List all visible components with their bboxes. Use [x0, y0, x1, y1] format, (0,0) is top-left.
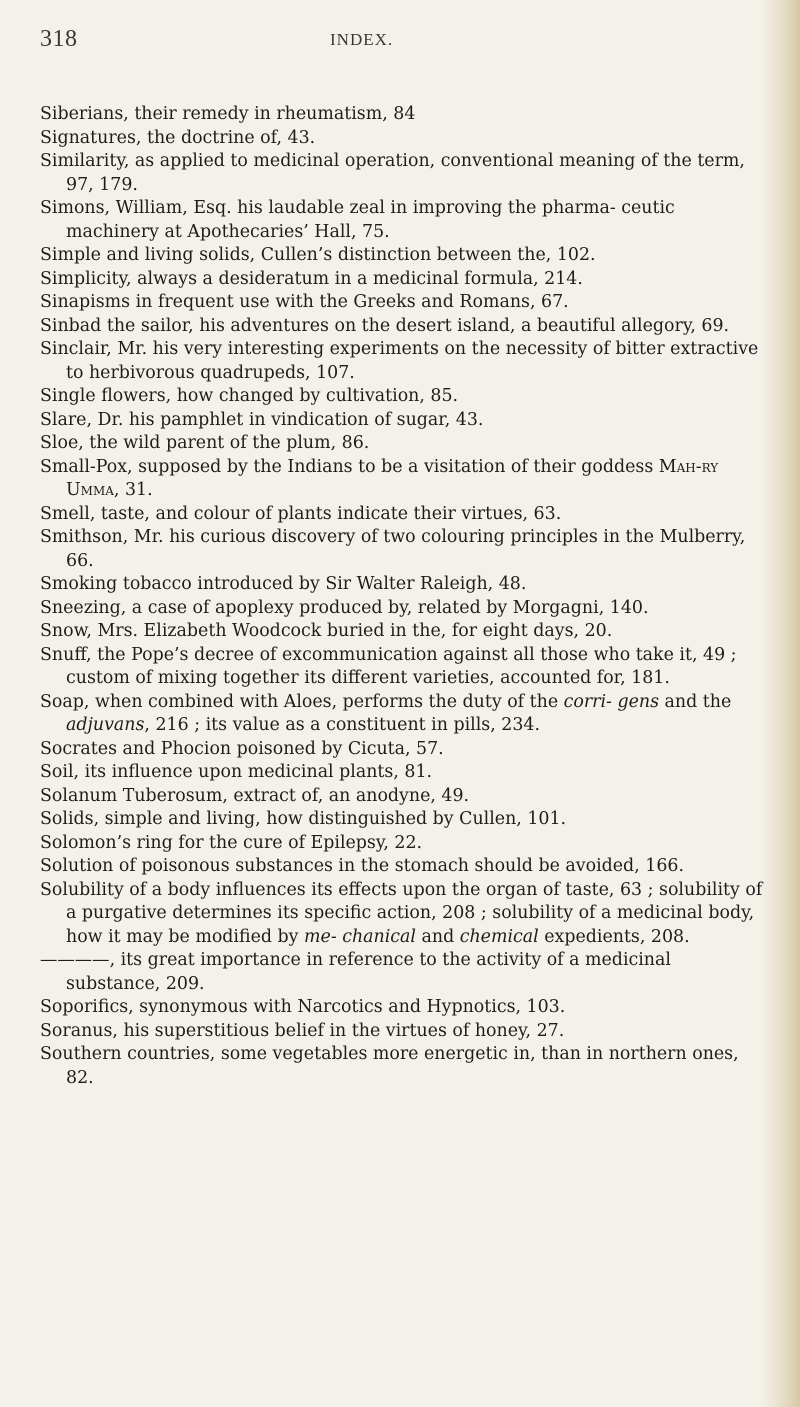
index-entry — [40, 691, 770, 738]
entry-italic: adjuvans — [66, 715, 145, 735]
index-entry: Sinclair, Mr. his very interesting experiments on the necessity of bitter extractive to herbivorous quadrupeds, 107. — [40, 339, 759, 383]
index-entry: Simons, William, Esq. his laudable zeal in improving the pharma- ceutic machinery at Apothecaries’ Hall, 75. — [40, 198, 675, 242]
index-entry: Similarity, as applied to medicinal operation, conventional meaning of the term, 97, 179. — [40, 151, 745, 195]
index-entry: Soporifics, synonymous with Narcotics and Hypnotics, 103. — [40, 997, 566, 1017]
entry-text: and the — [659, 691, 732, 712]
index-entry: Sinbad the sailor, his adventures on the desert island, a beautiful allegory, 69. — [40, 315, 730, 336]
index-entry: Soil, its influence upon medicinal plants, 81. — [40, 762, 433, 782]
index-entry: Solution of poisonous substances in the stomach should be avoided, 166. — [40, 856, 684, 876]
index-entry: Solids, simple and living, how distinguished by Cullen, 101. — [40, 809, 567, 829]
index-entry: Southern countries, some vegetables more energetic in, than in northern ones, 82. — [40, 1044, 739, 1088]
index-entry — [40, 879, 770, 950]
entry-text: expedients, 208. — [538, 926, 690, 947]
index-entries — [40, 103, 770, 1090]
page-number: 318 — [40, 26, 78, 52]
entry-italic: corri- gens — [563, 691, 660, 712]
entry-text: , 31. — [113, 480, 153, 500]
index-entry — [40, 456, 770, 503]
entry-italic: chemical — [459, 926, 539, 947]
entry-small-caps: Mah-ry Umma — [66, 456, 719, 500]
index-entry: Signatures, the doctrine of, 43. — [40, 127, 316, 148]
index-entry: Solanum Tuberosum, extract of, an anodyne, 49. — [40, 785, 470, 806]
index-entry: Sneezing, a case of apoplexy produced by, related by Morgagni, 140. — [40, 597, 649, 618]
index-entry: Sinapisms in frequent use with the Greeks and Romans, 67. — [40, 292, 569, 312]
index-entry: Smoking tobacco introduced by Sir Walter Raleigh, 48. — [40, 574, 527, 594]
index-entry: Socrates and Phocion poisoned by Cicuta, 57. — [40, 738, 444, 759]
index-entry: Single flowers, how changed by cultivation, 85. — [40, 386, 459, 406]
index-entry: Snuff, the Pope’s decree of excommunication against all those who take it, 49 ; custom of mixing together its different varieties, accounted for, 181. — [40, 644, 737, 688]
index-entry: Simplicity, always a desideratum in a medicinal formula, 214. — [40, 268, 583, 289]
index-entry: Soranus, his superstitious belief in the virtues of honey, 27. — [40, 1020, 565, 1041]
entry-text: Small-Pox, supposed by the Indians to be a visitation of their goddess — [40, 456, 659, 477]
entry-text: Solubility of a body influences its effects upon the organ of taste, 63 ; solubility of a purgative determines its specific action, 208 ; solubility of a medicinal body, how it may be modified by — [40, 879, 763, 947]
index-entry: Smell, taste, and colour of plants indicate their virtues, 63. — [40, 503, 562, 524]
index-entry: Snow, Mrs. Elizabeth Woodcock buried in the, for eight days, 20. — [40, 621, 613, 641]
index-entry: Siberians, their remedy in rheumatism, 84 — [40, 104, 416, 124]
index-entry: Simple and living solids, Cullen’s distinction between the, 102. — [40, 245, 596, 265]
entry-text: and — [415, 926, 460, 947]
index-entry: Slare, Dr. his pamphlet in vindication of sugar, 43. — [40, 409, 484, 430]
index-entry: Sloe, the wild parent of the plum, 86. — [40, 433, 370, 453]
entry-text: Soap, when combined with Aloes, performs the duty of the — [40, 691, 564, 712]
index-entry: Solomon’s ring for the cure of Epilepsy, 22. — [40, 832, 423, 853]
entry-italic: me- chanical — [304, 926, 416, 947]
index-entry: Smithson, Mr. his curious discovery of two colouring principles in the Mulberry, 66. — [40, 527, 746, 571]
page-header — [40, 26, 760, 66]
running-head: INDEX. — [330, 30, 394, 49]
entry-text: , 216 ; its value as a constituent in pills, 234. — [144, 715, 540, 735]
index-entry: ————, its great importance in reference to the activity of a medicinal substance, 209. — [40, 950, 671, 994]
